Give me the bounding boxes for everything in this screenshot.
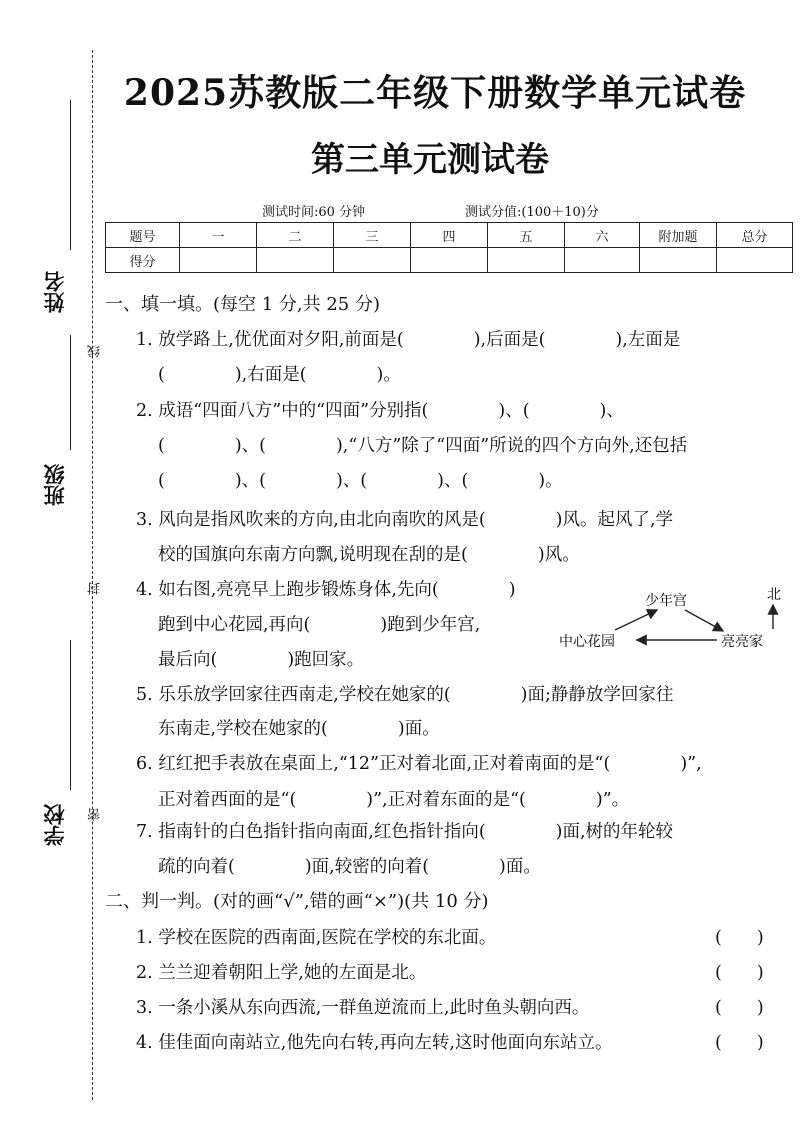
score-blank-cell[interactable]	[334, 248, 411, 273]
garden-to-palace-arrow	[615, 610, 657, 630]
q6-line1: 6. 红红把手表放在桌面上,“12”正对着北面,正对着南面的是“( )”,	[136, 754, 702, 774]
q1-line2: ( ),右面是( )。	[158, 365, 401, 385]
q3-line1: 3. 风向是指风吹来的方向,由北向南吹的风是( )风。起风了,学	[136, 510, 674, 530]
north-label: 北	[767, 587, 781, 603]
palace-to-home-arrow	[685, 610, 723, 631]
score-blank-cell[interactable]	[411, 248, 488, 273]
center-garden-label: 中心花园	[559, 634, 615, 650]
school-label: 学校	[43, 804, 67, 846]
score-blank-cell[interactable]	[180, 248, 257, 273]
q2-line3: ( )、( )、( )、( )。	[158, 471, 563, 491]
q3-line2: 校的国旗向东南方向飘,说明现在刮的是( )风。	[158, 545, 580, 565]
answer-box-4[interactable]: ( )	[715, 1033, 764, 1053]
score-blank-cell[interactable]	[640, 248, 717, 273]
score-cell: 六	[565, 223, 640, 248]
score-table-score-row	[106, 248, 793, 273]
score-table-header-row	[106, 223, 793, 248]
test-score: 测试分值:(100＋10)分	[465, 205, 599, 220]
q5-line2: 东南走,学校在她家的( )面。	[158, 719, 440, 739]
score-table	[105, 222, 793, 273]
answer-box-1[interactable]: ( )	[715, 928, 764, 948]
q1-line1: 1. 放学路上,优优面对夕阳,前面是( ),后面是( ),左面是	[136, 330, 681, 350]
test-time: 测试时间:60 分钟	[262, 205, 366, 220]
judge-item-3: 3. 一条小溪从东向西流,一群鱼逆流而上,此时鱼头朝向西。	[136, 998, 590, 1018]
page-title: 2025苏教版二年级下册数学单元试卷	[123, 72, 747, 114]
score-row-label: 得分	[106, 248, 180, 273]
youth-palace-label: 少年宫	[645, 593, 687, 609]
q6-line2: 正对着西面的是“( )”,正对着东面的是“( )”。	[158, 790, 630, 810]
score-blank-cell[interactable]	[488, 248, 565, 273]
section1-heading: 一、填一填。(每空 1 分,共 25 分)	[105, 294, 381, 315]
judge-item-2: 2. 兰兰迎着朝阳上学,她的左面是北。	[136, 963, 427, 983]
score-blank-cell[interactable]	[717, 248, 793, 273]
q2-line1: 2. 成语“四面八方”中的“四面”分别指( )、( )、	[136, 401, 624, 421]
score-blank-cell[interactable]	[257, 248, 334, 273]
score-cell: 二	[257, 223, 334, 248]
q4-line2: 跑到中心花园,再向( )跑到少年宫,	[158, 615, 481, 635]
judge-item-1: 1. 学校在医院的西南面,医院在学校的东北面。	[136, 928, 497, 948]
q4-line1: 4. 如右图,亮亮早上跑步锻炼身体,先向( )	[136, 580, 516, 600]
cut-mark-seal: 封	[88, 582, 103, 595]
binding-dashed-line	[92, 50, 93, 1100]
page-subtitle: 第三单元测试卷	[311, 140, 549, 180]
score-cell: 一	[180, 223, 257, 248]
answer-box-2[interactable]: ( )	[715, 963, 764, 983]
q7-line1: 7. 指南针的白色指针指向南面,红色指针指向( )面,树的年轮较	[136, 822, 674, 842]
cut-mark-secret: 密	[88, 808, 103, 821]
score-cell: 附加题	[640, 223, 717, 248]
q4-line3: 最后向( )跑回家。	[158, 650, 365, 670]
liangliang-home-label: 亮亮家	[721, 634, 763, 650]
score-cell: 五	[488, 223, 565, 248]
score-cell: 四	[411, 223, 488, 248]
section2-heading: 二、判一判。(对的画“√”,错的画“×”)(共 10 分)	[105, 891, 489, 912]
score-blank-cell[interactable]	[565, 248, 640, 273]
judge-item-4: 4. 佳佳面向南站立,他先向右转,再向左转,这时他面向东站立。	[136, 1033, 613, 1053]
score-cell: 三	[334, 223, 411, 248]
score-cell: 题号	[106, 223, 180, 248]
class-label: 班级	[43, 464, 67, 506]
cut-mark-line: 线	[88, 345, 103, 358]
direction-map	[545, 585, 785, 665]
q5-line1: 5. 乐乐放学回家往西南走,学校在她家的( )面;静静放学回家往	[136, 685, 674, 705]
score-cell: 总分	[717, 223, 793, 248]
school-underline	[70, 640, 71, 790]
class-underline	[70, 335, 71, 450]
answer-box-3[interactable]: ( )	[715, 998, 764, 1018]
q2-line2: ( )、( ),“八方”除了“四面”所说的四个方向外,还包括	[158, 436, 688, 456]
q7-line2: 疏的向着( )面,较密的向着( )面。	[158, 857, 541, 877]
name-label: 姓名	[43, 271, 67, 313]
